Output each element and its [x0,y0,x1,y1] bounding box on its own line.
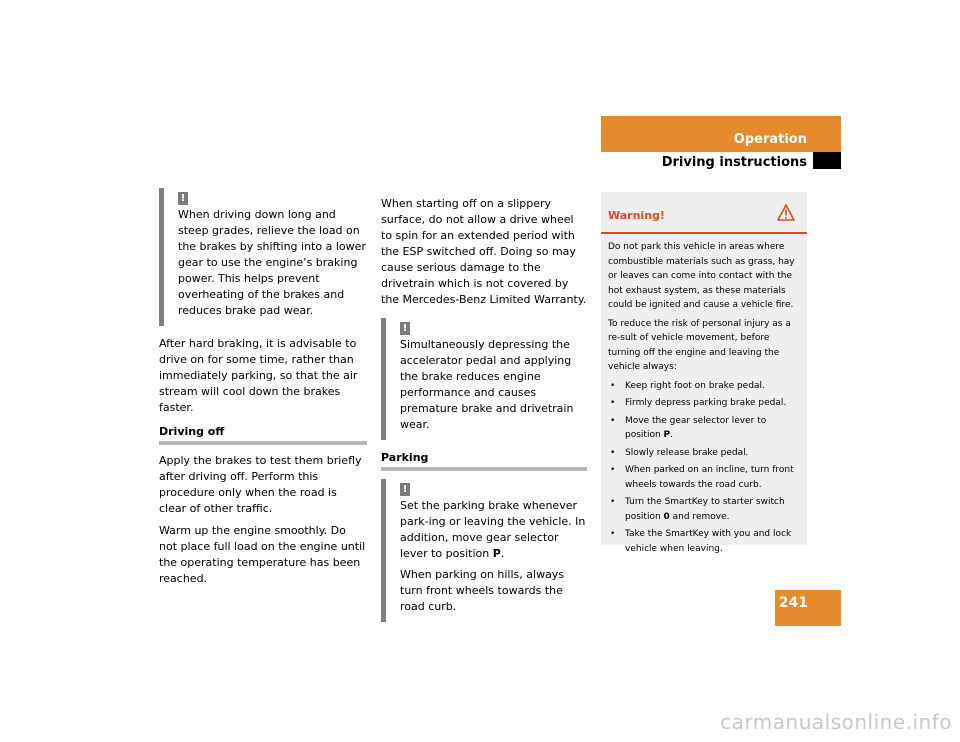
list-item: • Take the SmartKey with you and lock vehicle when leaving. [608,527,801,556]
paragraph: When starting off on a slippery surface, do not allow a drive wheel to spin for an extended period with the ESP switched off. Doing so may cause serious damage to the drivetrain which is not covered by the Mercedes-Benz Limited Warranty. [381,197,587,306]
column-middle [381,196,587,632]
note-box [159,188,367,326]
list-item: • Slowly release brake pedal. [608,446,801,461]
exclamation-icon: ! [400,322,410,335]
warning-header [601,192,807,234]
list-item: • Move the gear selector lever to position P. [608,414,801,443]
warning-title: Warning! [608,209,665,222]
warning-text: Do not park this vehicle in areas where combustible materials such as grass, hay or leaves can come into contact with the hot exhaust system, as these materials could be ignited and cause a vehicle fire. [608,242,795,310]
paragraph: After hard braking, it is advisable to drive on for some time, rather than immediately parking, so that the air stream will cool down the brakes faster. [159,337,358,414]
exclamation-icon: ! [178,192,188,205]
watermark-text: carmanualsonline.info [720,710,952,734]
paragraph: Apply the brakes to test them briefly after driving off. Perform this procedure only when the road is clear of other traffic. [159,454,362,515]
warning-text: To reduce the risk of personal injury as a re-sult of vehicle movement, before turning off the engine and leaving the vehicle always: [608,318,791,372]
note-text: When driving down long and steep grades, relieve the load on the brakes by shifting into a lower gear to use the engine’s braking power. This helps prevent overheating of the brakes and reduces brake pad wear. [178,208,366,317]
heading-driving-off: Driving off [159,424,367,445]
warning-body [601,234,807,556]
warning-list [608,379,801,557]
list-item: • Keep right foot on brake pedal. [608,379,801,394]
warning-box [601,192,807,554]
heading-parking: Parking [381,450,587,471]
header-marker [813,152,841,169]
warning-triangle-icon [777,204,795,227]
list-item: • When parked on an incline, turn front wheels towards the road curb. [608,463,801,492]
page-number: 241 [778,595,808,611]
note-text: When parking on hills, always turn front wheels towards the road curb. [400,568,565,613]
note-text: Simultaneously depressing the accelerator pedal and applying the brake reduces engine performance and causes premature brake and drivetrain wear. [400,338,574,431]
note-box [381,318,587,440]
subsection-title: Driving instructions [661,155,807,170]
list-item: • Turn the SmartKey to starter switch position 0 and remove. [608,495,801,524]
column-left [159,188,367,593]
section-header [601,116,841,152]
exclamation-icon: ! [400,483,410,496]
note-box [381,479,587,622]
section-title: Operation [733,132,807,147]
paragraph: Warm up the engine smoothly. Do not place full load on the engine until the operating temperature has been reached. [159,524,366,585]
page-number-box [775,590,841,626]
note-text: Set the parking brake whenever park-ing or leaving the vehicle. In addition, move gear selector lever to position P. [400,499,586,560]
list-item: • Firmly depress parking brake pedal. [608,396,801,411]
